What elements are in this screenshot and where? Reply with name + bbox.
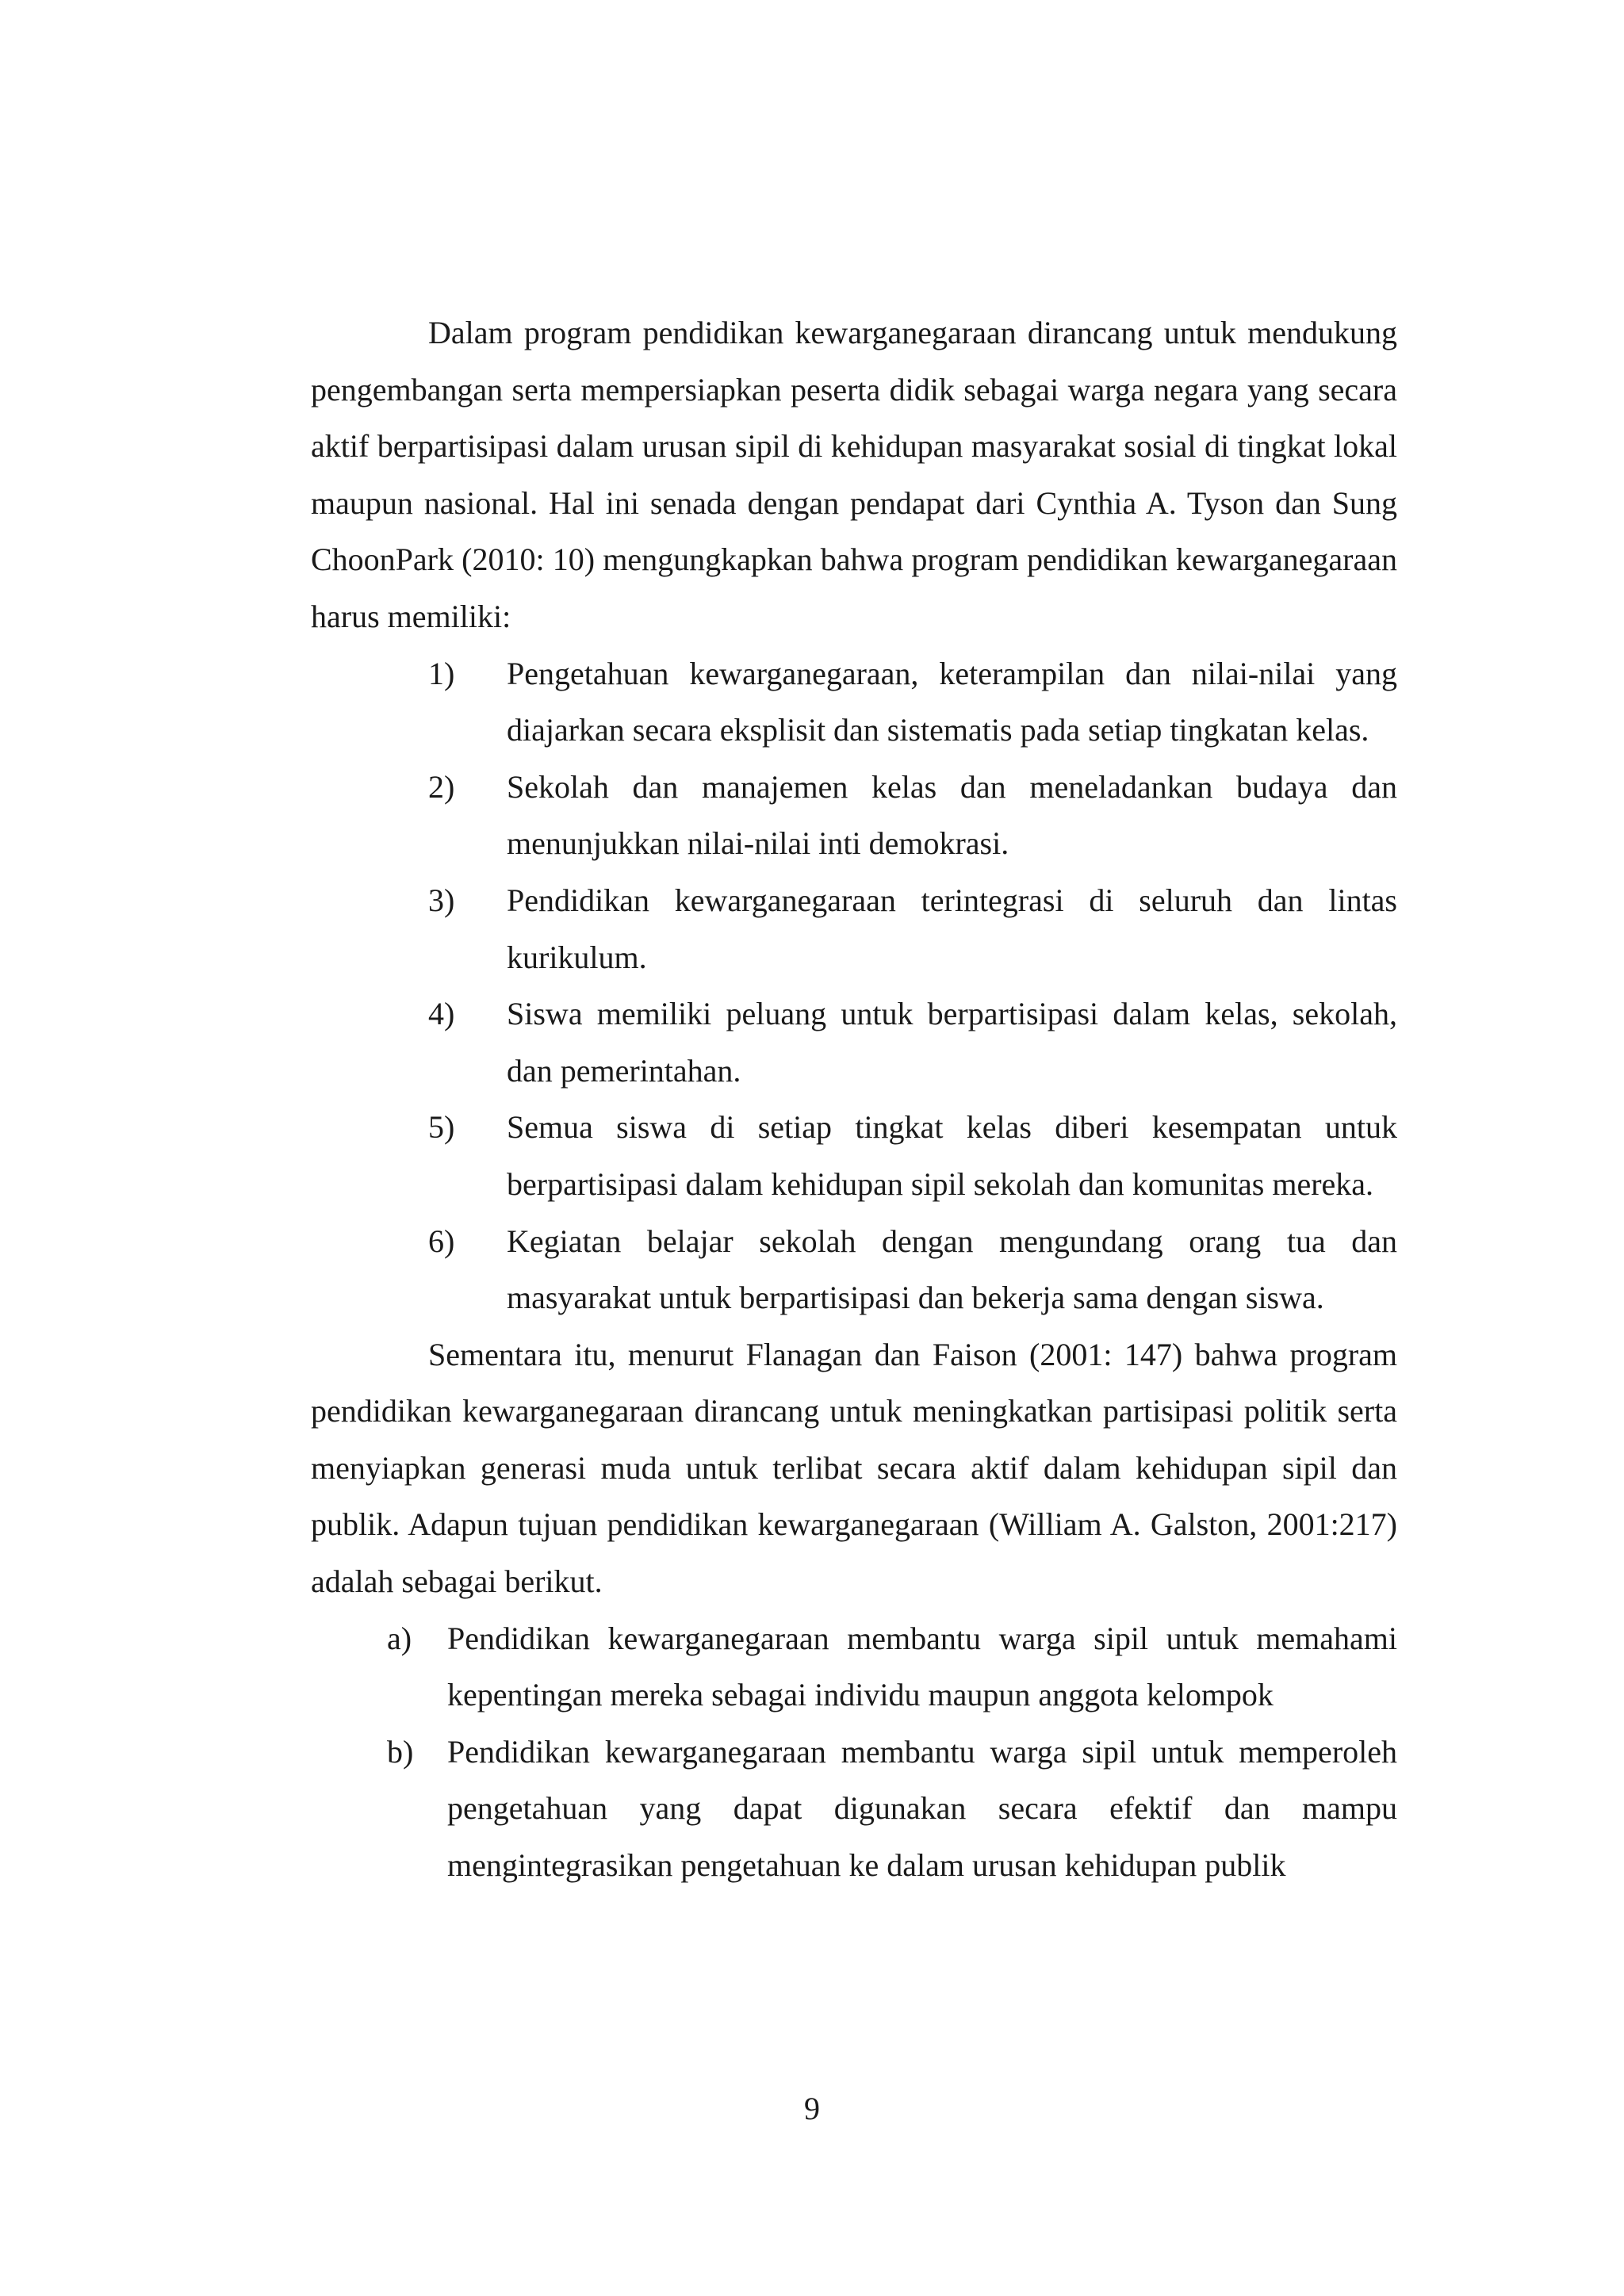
paragraph-intro: Dalam program pendidikan kewarganegaraan dirancang untuk mendukung pengembangan serta mempersiapkan peserta didik sebagai warga negara yang secara aktif berpartisipasi dalam urusan sipil di kehidupan masyarakat sosial di tingkat lokal maupun nasional. Hal ini senada dengan pendapat dari Cynthia A. Tyson dan Sung ChoonPark (2010: 10) mengungkapkan bahwa program pendidikan kewarganegaraan harus memiliki: bbox=[311, 315, 1397, 634]
list-item bbox=[311, 1099, 1397, 1212]
list-marker: 1) bbox=[428, 655, 455, 691]
list-item-text: Siswa memiliki peluang untuk berpartisipasi dalam kelas, sekolah, dan pemerintahan. bbox=[507, 996, 1397, 1089]
list-item bbox=[311, 759, 1397, 872]
list-item bbox=[311, 872, 1397, 985]
list-marker: 5) bbox=[428, 1109, 455, 1146]
list-marker: 6) bbox=[428, 1223, 455, 1259]
list-marker: b) bbox=[387, 1733, 414, 1770]
list-marker: a) bbox=[387, 1620, 412, 1656]
list-marker: 4) bbox=[428, 996, 455, 1032]
list-item bbox=[311, 1610, 1397, 1724]
list-item-text: Kegiatan belajar sekolah dengan mengundang orang tua dan masyarakat untuk berpartisipasi dan bekerja sama dengan siswa. bbox=[507, 1223, 1397, 1316]
paragraph-objectives: Sementara itu, menurut Flanagan dan Faison (2001: 147) bahwa program pendidikan kewarganegaraan dirancang untuk meningkatkan partisipasi politik serta menyiapkan generasi muda untuk terlibat secara aktif dalam kehidupan sipil dan publik. Adapun tujuan pendidikan kewarganegaraan (William A. Galston, 2001:217) adalah sebagai berikut. bbox=[311, 1336, 1397, 1600]
list-item bbox=[311, 1213, 1397, 1326]
list-item bbox=[311, 985, 1397, 1099]
list-item bbox=[311, 645, 1397, 759]
document-body bbox=[311, 304, 1397, 1894]
list-item-text: Pengetahuan kewarganegaraan, keterampilan dan nilai-nilai yang diajarkan secara eksplisit dan sistematis pada setiap tingkatan kelas. bbox=[507, 655, 1397, 748]
list-item-text: Semua siswa di setiap tingkat kelas diberi kesempatan untuk berpartisipasi dalam kehidupan sipil sekolah dan komunitas mereka. bbox=[507, 1109, 1397, 1202]
list-marker: 2) bbox=[428, 768, 455, 805]
page-number: 9 bbox=[804, 2091, 820, 2126]
list-item-text: Pendidikan kewarganegaraan membantu warga sipil untuk memahami kepentingan mereka sebagai individu maupun anggota kelompok bbox=[447, 1620, 1397, 1713]
list-marker: 3) bbox=[428, 882, 455, 918]
list-item-text: Pendidikan kewarganegaraan terintegrasi di seluruh dan lintas kurikulum. bbox=[507, 882, 1397, 975]
numbered-list bbox=[311, 645, 1397, 1326]
list-item-text: Sekolah dan manajemen kelas dan meneladankan budaya dan menunjukkan nilai-nilai inti demokrasi. bbox=[507, 768, 1397, 862]
lettered-list bbox=[311, 1610, 1397, 1894]
list-item bbox=[311, 1724, 1397, 1894]
list-item-text: Pendidikan kewarganegaraan membantu warga sipil untuk memperoleh pengetahuan yang dapat digunakan secara efektif dan mampu mengintegrasikan pengetahuan ke dalam urusan kehidupan publik bbox=[447, 1733, 1397, 1884]
